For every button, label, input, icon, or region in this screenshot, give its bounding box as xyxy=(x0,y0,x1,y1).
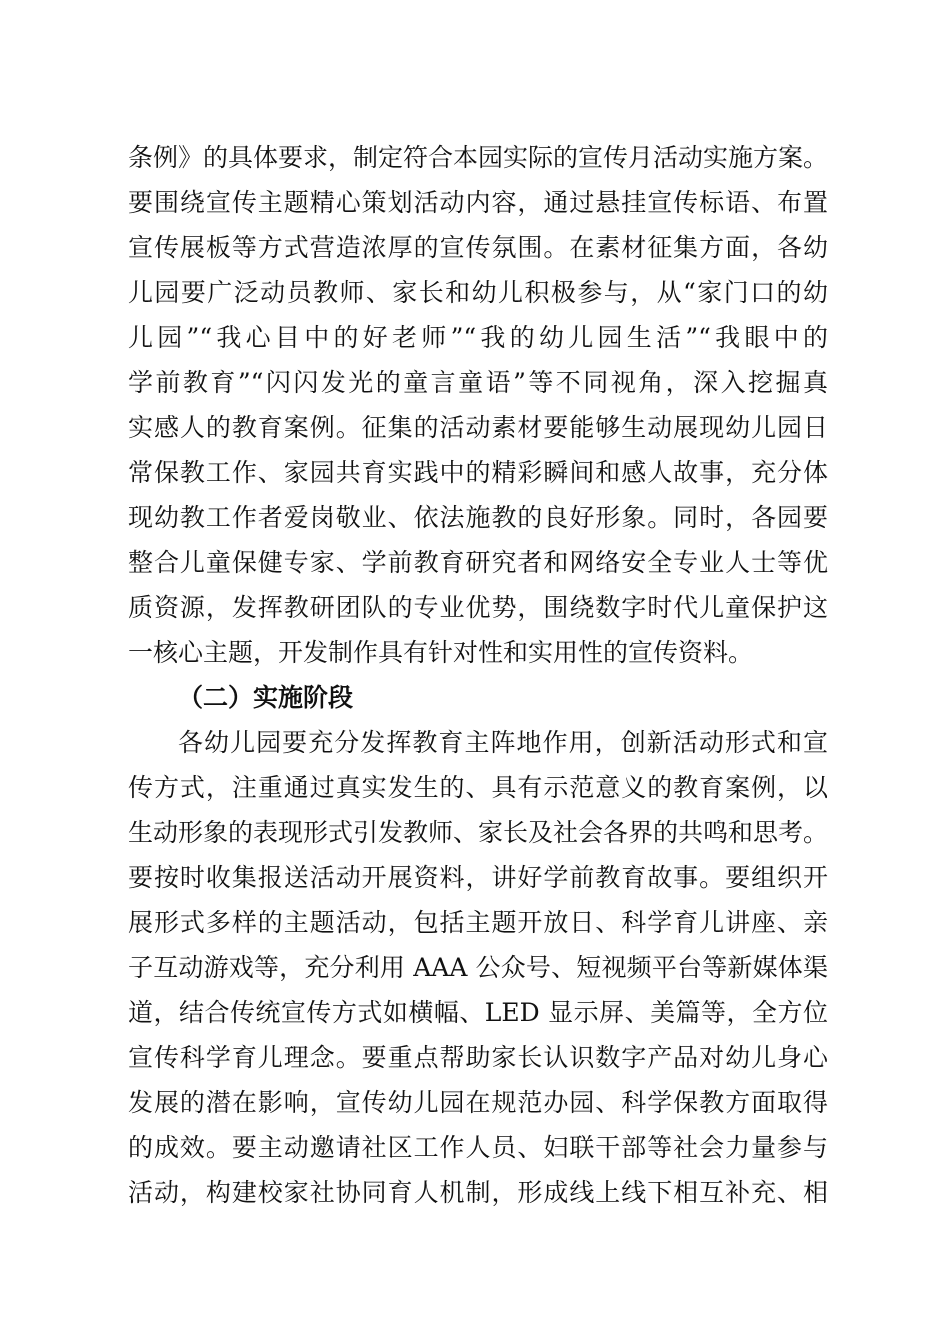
paragraph-line: 一核心主题，开发制作具有针对性和实用性的宣传资料。 xyxy=(128,638,754,667)
paragraph-line: 各幼儿园要充分发挥教育主阵地作用，创新活动形式和宣 xyxy=(178,728,828,757)
paragraph-line: 活动，构建校家社协同育人机制，形成线上线下相互补充、相 xyxy=(128,1178,828,1207)
paragraph-line: 要围绕宣传主题精心策划活动内容，通过悬挂宣传标语、布置 xyxy=(128,188,828,217)
paragraph-line: 道，结合传统宣传方式如横幅、LED 显示屏、美篇等，全方位 xyxy=(128,998,828,1027)
paragraph-line: 生动形象的表现形式引发教师、家长及社会各界的共鸣和思考。 xyxy=(128,818,829,847)
paragraph-line: 展形式多样的主题活动，包括主题开放日、科学育儿讲座、亲 xyxy=(128,908,828,937)
paragraph-line: 条例》的具体要求，制定符合本园实际的宣传月活动实施方案。 xyxy=(128,143,829,172)
paragraph-line: 子互动游戏等，充分利用 AAA 公众号、短视频平台等新媒体渠 xyxy=(128,953,828,982)
paragraph-line: 传方式，注重通过真实发生的、具有示范意义的教育案例，以 xyxy=(128,773,828,802)
paragraph-line: 整合儿童保健专家、学前教育研究者和网络安全专业人士等优 xyxy=(128,548,828,577)
section-heading: （二）实施阶段 xyxy=(178,683,354,712)
paragraph-line: 的成效。要主动邀请社区工作人员、妇联干部等社会力量参与 xyxy=(128,1133,828,1162)
paragraph-line: 宣传展板等方式营造浓厚的宣传氛围。在素材征集方面，各幼 xyxy=(128,233,828,262)
paragraph-line: 儿园”“我心目中的好老师”“我的幼儿园生活”“我眼中的 xyxy=(128,323,828,352)
paragraph-line: 现幼教工作者爱岗敬业、依法施教的良好形象。同时，各园要 xyxy=(128,503,828,532)
paragraph-line: 学前教育”“闪闪发光的童言童语”等不同视角，深入挖掘真 xyxy=(128,368,828,397)
paragraph-line: 发展的潜在影响，宣传幼儿园在规范办园、科学保教方面取得 xyxy=(128,1088,828,1117)
paragraph-line: 儿园要广泛动员教师、家长和幼儿积极参与，从“家门口的幼 xyxy=(128,278,828,307)
paragraph-line: 常保教工作、家园共育实践中的精彩瞬间和感人故事，充分体 xyxy=(128,458,828,487)
paragraph-line: 实感人的教育案例。征集的活动素材要能够生动展现幼儿园日 xyxy=(128,413,828,442)
paragraph-line: 质资源，发挥教研团队的专业优势，围绕数字时代儿童保护这 xyxy=(128,593,828,622)
paragraph-line: 宣传科学育儿理念。要重点帮助家长认识数字产品对幼儿身心 xyxy=(128,1043,828,1072)
paragraph-line: 要按时收集报送活动开展资料，讲好学前教育故事。要组织开 xyxy=(128,863,828,892)
